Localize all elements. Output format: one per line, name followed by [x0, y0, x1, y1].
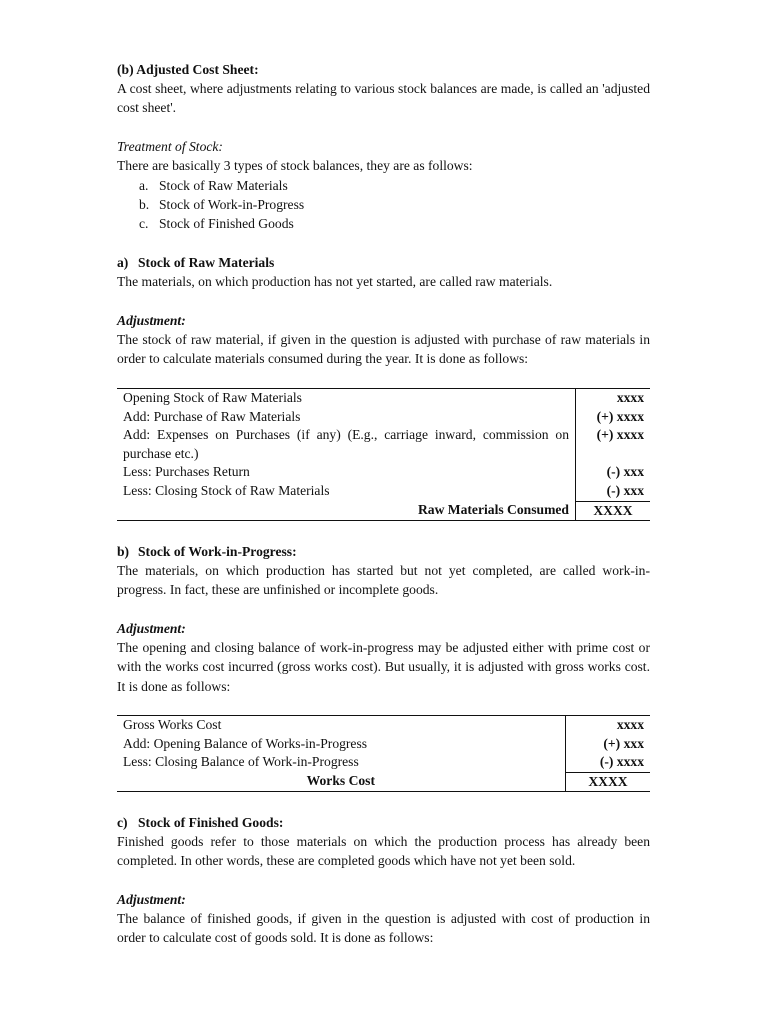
list-item-text: Stock of Finished Goods [159, 216, 294, 231]
raw-materials-adjustment-heading: Adjustment: [117, 313, 186, 328]
row-description: Less: Closing Balance of Work-in-Progress [123, 754, 359, 770]
section-title: Stock of Raw Materials [138, 255, 275, 270]
row-description: Add: Expenses on Purchases (if any) (E.g., carriage inward, commission on purchase etc.) [123, 427, 569, 461]
raw-materials-consumed-table [117, 388, 650, 521]
wip-adjustment-text: The opening and closing balance of work-in-progress may be adjusted either with prime cost or with the works cost incurred (gross works cost). But usually, it is adjusted with gross works cost. It is done as follows: [117, 640, 650, 694]
section-title: Stock of Work-in-Progress: [138, 544, 297, 559]
treatment-heading: Treatment of Stock: [117, 139, 223, 154]
section-marker: b) [117, 544, 130, 559]
list-marker: a. [139, 178, 149, 193]
finished-goods-adjustment-text: The balance of finished goods, if given in the question is adjusted with cost of production in order to calculate cost of goods sold. It is done as follows: [117, 911, 650, 946]
wip-adjustment-heading: Adjustment: [117, 621, 186, 636]
treatment-intro: There are basically 3 types of stock balances, they are as follows: [117, 158, 473, 173]
table-row [117, 753, 650, 772]
finished-goods-adjustment-heading: Adjustment: [117, 892, 186, 907]
table-total-row [117, 501, 650, 521]
section-heading-adjusted-cost-sheet: (b) Adjusted Cost Sheet: [117, 62, 259, 77]
total-label: Works Cost [306, 773, 375, 789]
row-amount: xxxx [576, 389, 651, 408]
works-cost-table [117, 715, 650, 792]
row-description: Add: Purchase of Raw Materials [123, 408, 301, 424]
list-item [139, 195, 304, 214]
table-row [117, 408, 650, 427]
table-row [117, 735, 650, 754]
list-item [139, 176, 288, 195]
section-heading-raw-materials [117, 253, 650, 272]
row-amount: (+) xxxx [576, 426, 651, 463]
total-amount: XXXX [566, 772, 651, 792]
total-amount: XXXX [576, 501, 651, 521]
row-amount: (-) xxxx [566, 753, 651, 772]
table-row [117, 426, 650, 463]
table-row [117, 389, 650, 408]
row-description: Less: Closing Stock of Raw Materials [123, 482, 330, 498]
section-marker: a) [117, 255, 129, 270]
section-heading-finished-goods [117, 813, 650, 832]
list-item-text: Stock of Work-in-Progress [159, 197, 305, 212]
table-row [117, 482, 650, 501]
row-amount: (-) xxx [576, 463, 651, 482]
row-amount: (+) xxx [566, 735, 651, 754]
list-marker: c. [139, 216, 149, 231]
wip-definition: The materials, on which production has started but not yet completed, are called work-in-progress. In fact, these are unfinished or incomplete goods. [117, 563, 650, 598]
table-row [117, 716, 650, 735]
section-heading-wip [117, 542, 650, 561]
row-description: Add: Opening Balance of Works-in-Progress [123, 735, 368, 751]
table-row [117, 463, 650, 482]
row-amount: (-) xxx [576, 482, 651, 501]
list-item [139, 214, 294, 233]
total-label: Raw Materials Consumed [417, 502, 569, 518]
adjusted-cost-sheet-definition: A cost sheet, where adjustments relating to various stock balances are made, is called an 'adjusted cost sheet'. [117, 81, 650, 116]
raw-materials-adjustment-text: The stock of raw material, if given in the question is adjusted with purchase of raw materials in order to calculate materials consumed during the year. It is done as follows: [117, 332, 650, 367]
section-title: Stock of Finished Goods: [138, 815, 284, 830]
raw-materials-definition: The materials, on which production has not yet started, are called raw materials. [117, 274, 553, 289]
table-total-row [117, 772, 650, 792]
list-item-text: Stock of Raw Materials [159, 178, 288, 193]
row-description: Gross Works Cost [123, 717, 222, 732]
row-amount: xxxx [566, 716, 651, 735]
row-description: Less: Purchases Return [123, 464, 250, 480]
row-amount: (+) xxxx [576, 408, 651, 427]
finished-goods-definition: Finished goods refer to those materials on which the production process has already been completed. In other words, these are completed goods which have not yet been sold. [117, 834, 650, 869]
section-marker: c) [117, 815, 128, 830]
list-marker: b. [139, 197, 150, 212]
row-description: Opening Stock of Raw Materials [123, 390, 302, 405]
